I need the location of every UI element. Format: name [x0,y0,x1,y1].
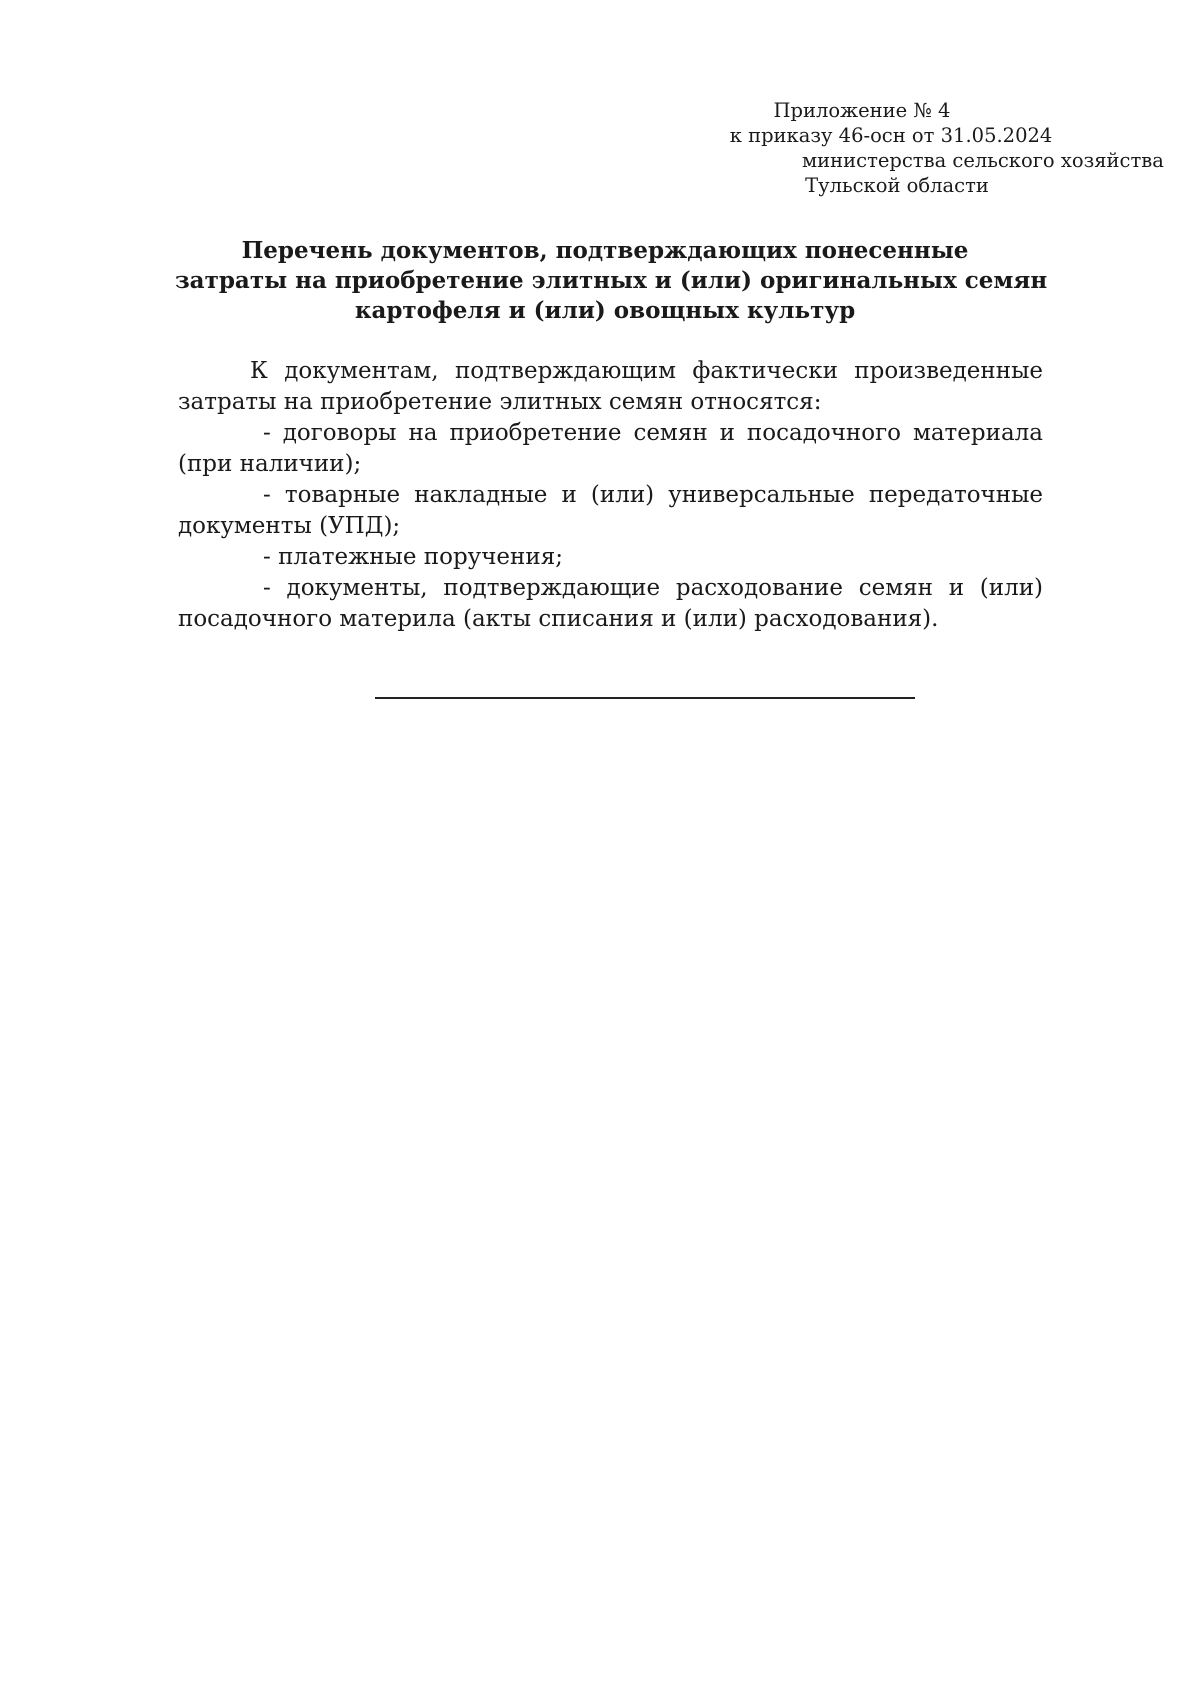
appendix-number: Приложение № 4 [773,99,951,122]
list-item: - платежные поручения; [263,544,563,570]
intro-paragraph: К документам, подтверждающим фактически произведенные затраты на приобретение элитных семян относятся: [178,358,1043,415]
closing-divider [375,697,915,699]
list-item: - товарные накладные и (или) универсальные передаточные документы (УПД); [178,482,1043,539]
document-body [178,356,1043,635]
document-title [175,236,1048,326]
list-item: - документы, подтверждающие расходование семян и (или) посадочного материла (акты списания и (или) расходования). [178,575,1043,632]
ministry-name: министерства сельского хозяйства [802,149,1164,172]
title-line-1: Перечень документов, подтверждающих понесенные [241,237,969,264]
title-line-3: картофеля и (или) овощных культур [354,297,856,324]
region-name: Тульской области [805,174,989,197]
list-item: - договоры на приобретение семян и посадочного материала (при наличии); [178,420,1043,477]
title-line-2: затраты на приобретение элитных и (или) оригинальных семян [175,267,1048,294]
appendix-header [652,98,1164,198]
order-reference: к приказу 46-осн от 31.05.2024 [729,124,1053,147]
